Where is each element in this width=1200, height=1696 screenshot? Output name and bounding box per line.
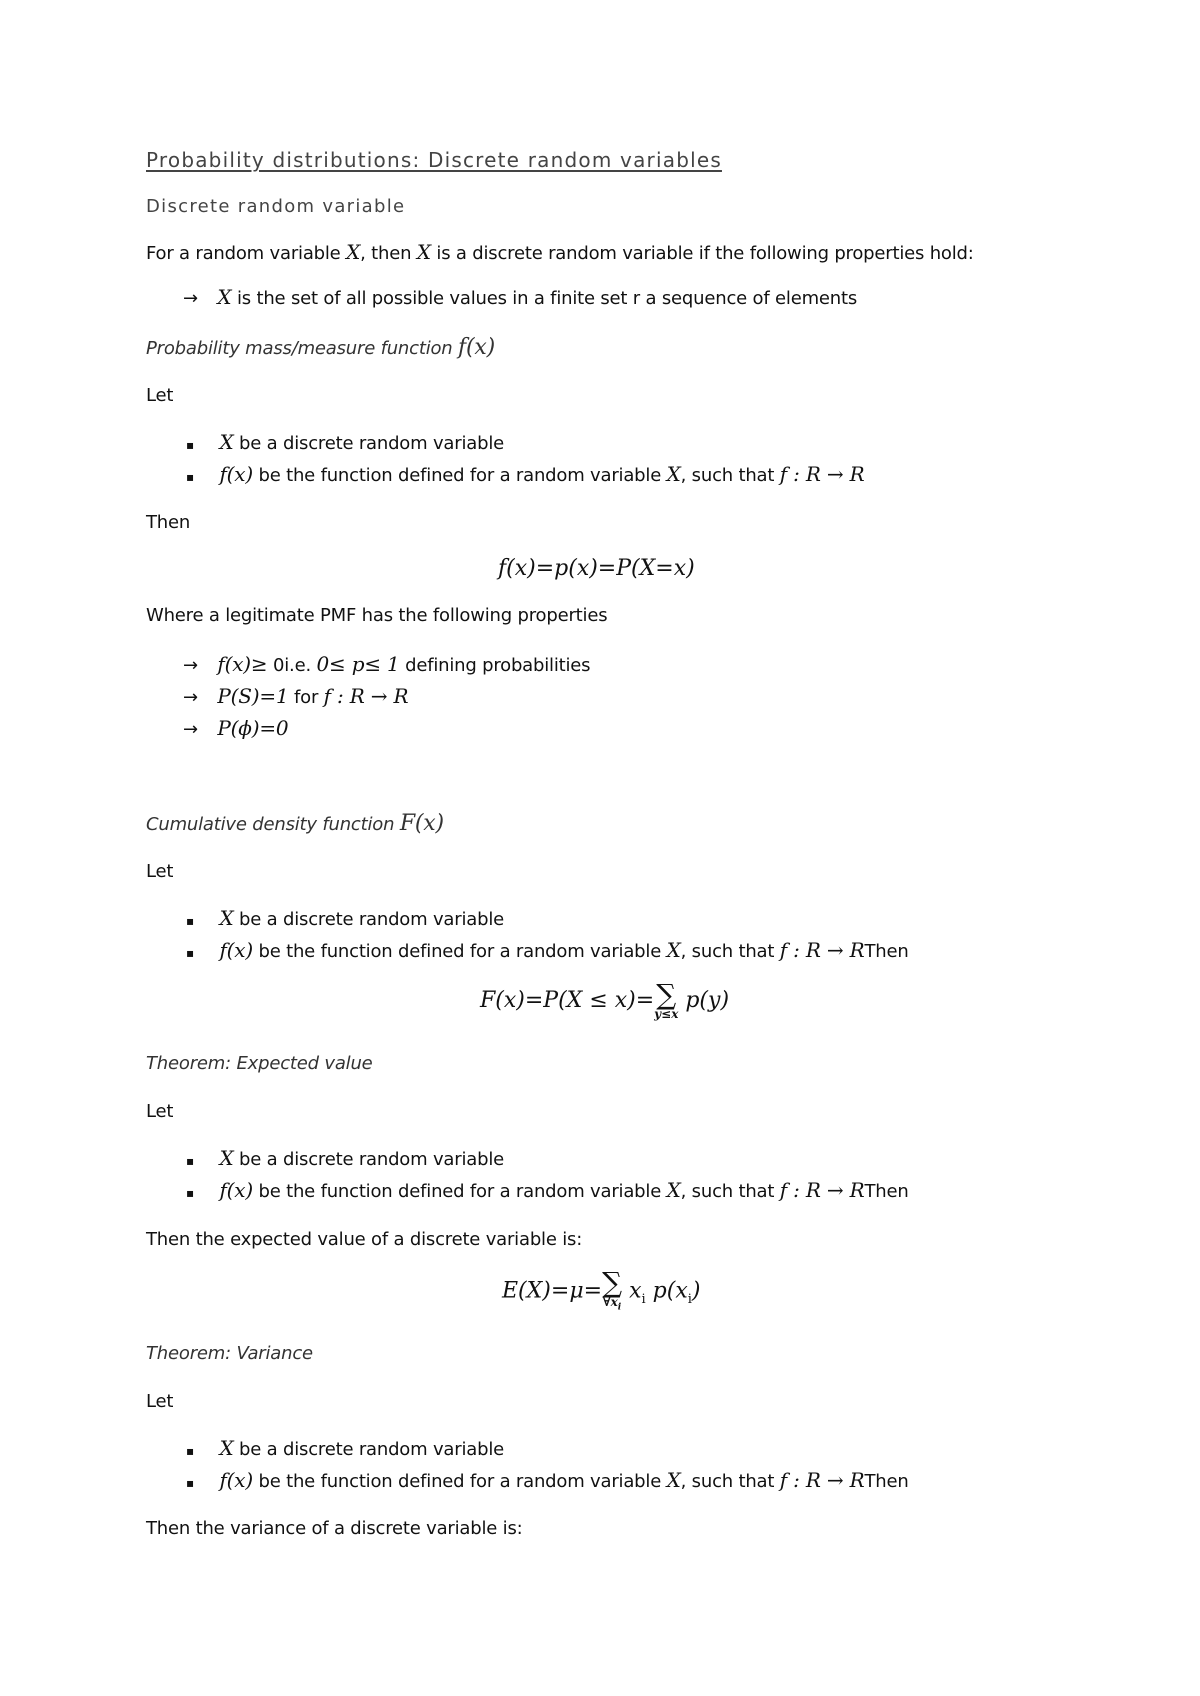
section-subtitle: Discrete random variable [146, 196, 406, 217]
ev-bullet-2: ▪ f(x) be the function defined for a random variable X, such that f : R → RThen [186, 1178, 909, 1202]
pmf-then: Then [146, 512, 191, 533]
ev-then: Then the expected value of a discrete variable is: [146, 1229, 583, 1250]
pmf-let: Let [146, 385, 174, 406]
cdf-let: Let [146, 861, 174, 882]
ev-formula: E(X)=μ= ∑ $\forall x_i$ $x_i$ $p(x_i)$ [502, 1266, 701, 1313]
arrow-icon: → [183, 288, 198, 309]
bullet-icon: ▪ [186, 438, 194, 452]
cdf-formula: F(x)=P(X ≤ x)= ∑ y≤x p(y) [480, 978, 730, 1021]
cdf-bullet-1: ▪ X be a discrete random variable [186, 906, 504, 930]
bullet-icon: ▪ [186, 470, 194, 484]
ev-let: Let [146, 1101, 174, 1122]
var-then: Then the variance of a discrete variable is: [146, 1518, 523, 1539]
pmf-property-3: → P(ϕ)=0 [183, 716, 289, 740]
var-heading: Theorem: Variance [146, 1343, 313, 1364]
arrow-icon: → [183, 719, 198, 740]
pmf-bullet-2: ▪ f(x) be the function defined for a random variable X, such that f : R → R [186, 462, 865, 486]
property-arrow-item: → X is the set of all possible values in a finite set r a sequence of elements [183, 285, 858, 309]
pmf-bullet-1: ▪ X be a discrete random variable [186, 430, 504, 454]
bullet-icon: ▪ [186, 1476, 194, 1490]
ev-bullet-1: ▪ X be a discrete random variable [186, 1146, 504, 1170]
pmf-heading: Probability mass/measure function f(x) [146, 335, 495, 360]
var-let: Let [146, 1391, 174, 1412]
ev-heading: Theorem: Expected value [146, 1053, 373, 1074]
var-bullet-1: ▪ X be a discrete random variable [186, 1436, 504, 1460]
summation-symbol: ∑ y≤x [654, 978, 679, 1021]
bullet-icon: ▪ [186, 1444, 194, 1458]
bullet-icon: ▪ [186, 914, 194, 928]
bullet-icon: ▪ [186, 946, 194, 960]
bullet-icon: ▪ [186, 1186, 194, 1200]
summation-symbol: ∑ $\forall x_i$ [602, 1266, 623, 1313]
cdf-bullet-2: ▪ f(x) be the function defined for a random variable X, such that f : R → RThen [186, 938, 909, 962]
document-title: Probability distributions: Discrete random variables [146, 148, 722, 172]
pmf-formula: f(x)=p(x)=P(X=x) [498, 556, 695, 581]
pmf-where: Where a legitimate PMF has the following properties [146, 605, 608, 626]
pmf-property-2: → P(S)=1 for f : R → R [183, 684, 409, 708]
pmf-property-1: → f(x)≥ 0i.e. 0≤ p≤ 1 defining probabilities [183, 652, 591, 676]
arrow-icon: → [183, 655, 198, 676]
intro-paragraph: For a random variable X, then X is a discrete random variable if the following properties hold: [146, 240, 974, 264]
cdf-heading: Cumulative density function F(x) [146, 811, 444, 836]
bullet-icon: ▪ [186, 1154, 194, 1168]
arrow-icon: → [183, 687, 198, 708]
var-bullet-2: ▪ f(x) be the function defined for a random variable X, such that f : R → RThen [186, 1468, 909, 1492]
